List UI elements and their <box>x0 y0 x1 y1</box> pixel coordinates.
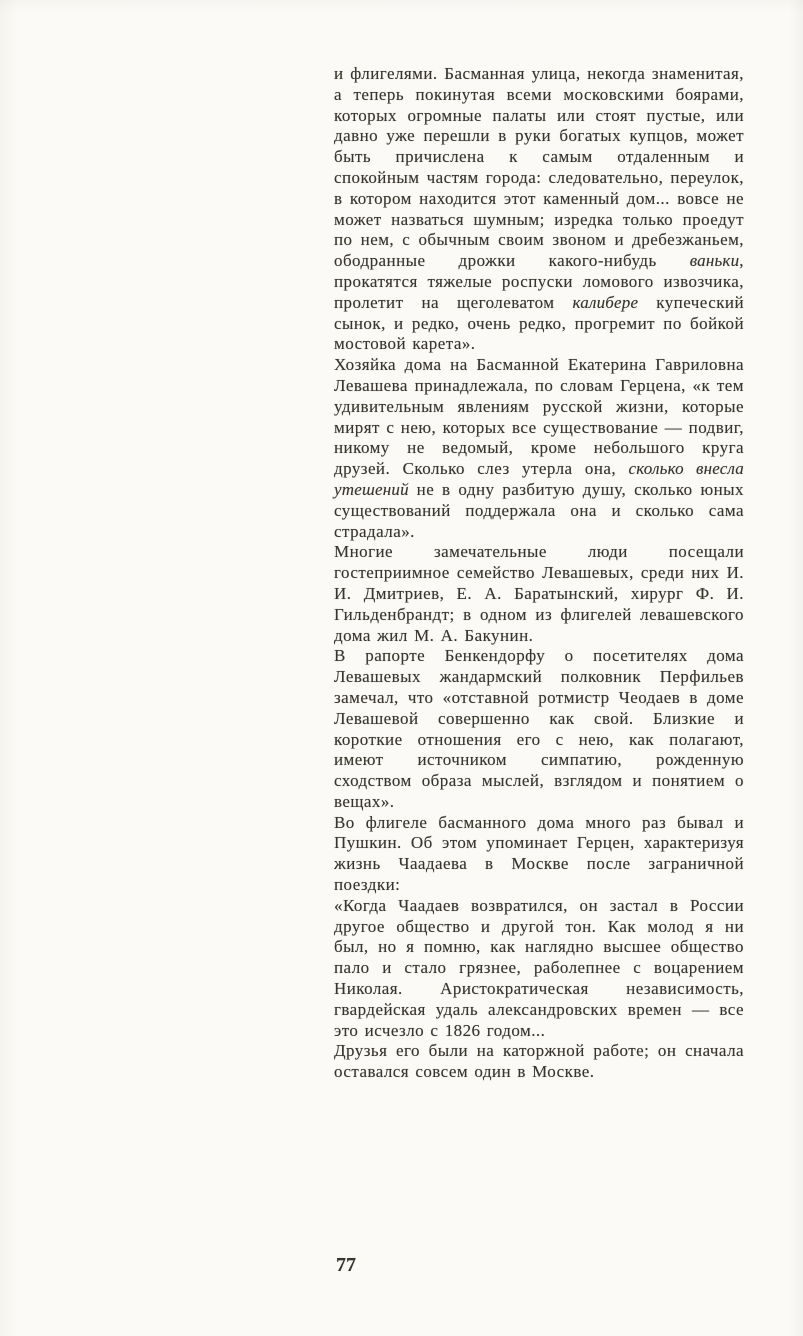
italic-text-segment: ваньки <box>689 251 740 271</box>
text-segment: В рапорте Бенкендорфу о посетителях дома Левашевых жандармский полковник Перфильев замечал, что «отставной ротмистр Чеодаев в доме Левашевой совершенно как свой. Близкие и короткие отношения его с нею, как полагают, имеют источником симпатию, рожденную сходством образа мыслей, взглядом и понятием о вещах». <box>334 646 744 811</box>
italic-text-segment: сколько внесла утешений <box>334 459 744 499</box>
paragraph <box>334 813 744 896</box>
paragraph <box>334 896 744 1042</box>
paragraph <box>334 646 744 812</box>
text-segment: Хозяйка дома на Басманной Екатерина Гавриловна Левашева принадлежала, по словам Герцена, «к тем удивительным явлениям русской жизни, которые мирят с нею, которых все существование — подвиг, никому не ведомый, кроме небольшого круга друзей. Сколько слез утерла она, <box>334 355 744 479</box>
paragraph <box>334 355 744 542</box>
text-segment: Многие замечательные люди посещали гостеприимное семейство Левашевых, среди них И. И. Дмитриев, Е. А. Баратынский, хирург Ф. И. Гильденбрандт; в одном из флигелей левашевского дома жил М. А. Бакунин. <box>334 542 744 645</box>
text-segment: и флигелями. Басманная улица, некогда знаменитая, а теперь покинутая всеми московскими боярами, которых огромные палаты или стоят пустые, или давно уже перешли в руки богатых купцов, может быть причислена к самым отдаленным и спокойным частям города: следовательно, переулок, в котором находится этот каменный дом... вовсе не может назваться шумным; изредка только проедут по нем, с обычным своим звоном и дребезжаньем, ободранные дрожки какого-нибудь <box>334 64 744 271</box>
paragraph <box>334 1041 744 1083</box>
page-number: 77 <box>336 1254 356 1276</box>
text-column <box>334 64 744 1083</box>
italic-text-segment: калибере <box>572 292 639 312</box>
text-segment: , прокатятся тяжелые роспуски ломового извозчика, пролетит на щеголеватом <box>334 251 744 312</box>
paragraph <box>334 542 744 646</box>
text-segment: не в одну разбитую душу, сколько юных существований поддержала она и сколько сама страдала». <box>334 479 744 541</box>
text-segment: Друзья его были на каторжной работе; он сначала оставался совсем один в Москве. <box>334 1041 744 1082</box>
body-text <box>334 64 744 1083</box>
text-segment: купеческий сынок, и редко, очень редко, прогремит по бойкой мостовой карета». <box>334 292 745 354</box>
text-segment: «Когда Чаадаев возвратился, он застал в России другое общество и другой тон. Как молод я ни был, но я помню, как наглядно высшее общество пало и стало грязнее, раболепнее с воцарением Николая. Аристократическая независимость, гвардейская удаль александровских времен — все это исчезло с 1826 годом... <box>334 895 744 1040</box>
paragraph <box>334 64 744 355</box>
text-segment: Во флигеле басманного дома много раз бывал и Пушкин. Об этом упоминает Герцен, характеризуя жизнь Чаадаева в Москве после заграничной поездки: <box>334 812 744 895</box>
